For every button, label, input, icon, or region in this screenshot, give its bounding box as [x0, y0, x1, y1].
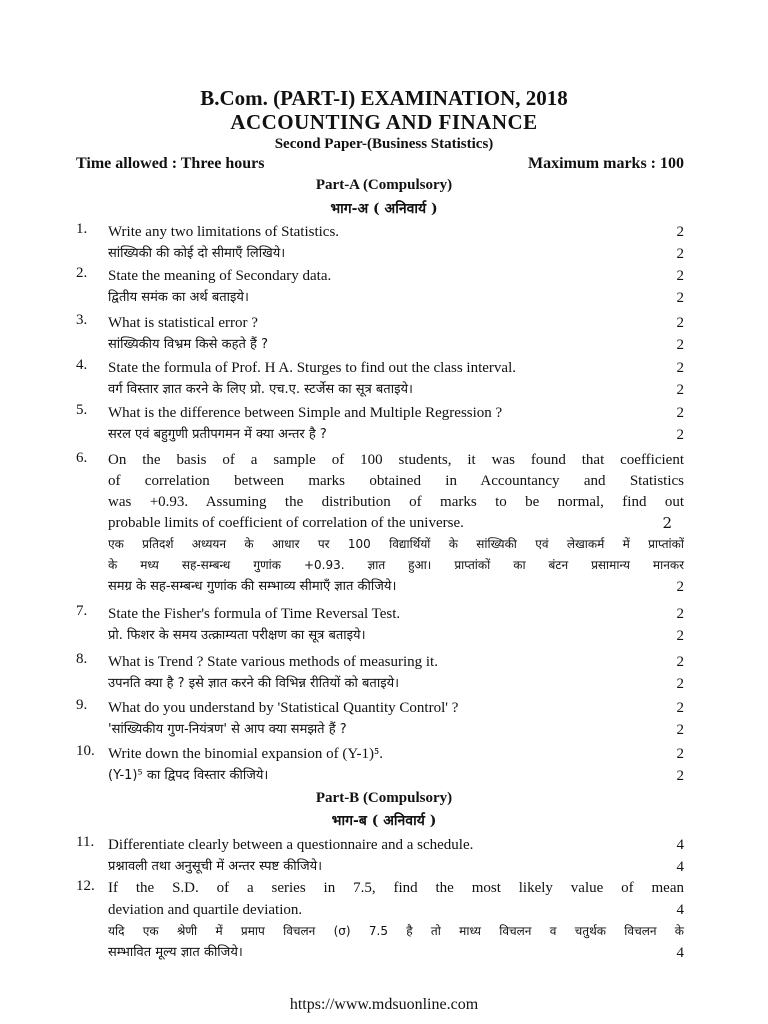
maximum-marks: Maximum marks : 100 [528, 155, 684, 172]
question-number: 9. [76, 697, 88, 713]
question-5 [76, 402, 684, 446]
question-number: 3. [76, 312, 88, 328]
question-text-hi: समग्र के सह-सम्बन्ध गुणांक की सम्भाव्य सीमाएँ ज्ञात कीजिये। [108, 579, 397, 594]
question-text-en: On the basis of a sample of 100 students, it was found that coefficient [108, 452, 684, 468]
question-text-en: What is the difference between Simple and Multiple Regression ? [108, 405, 503, 421]
marks: 2 [676, 382, 684, 398]
marks: 2 [676, 746, 684, 762]
question-text-hi: सांख्यिकीय विभ्रम किसे कहते हैं ? [108, 337, 268, 352]
question-text-en: What do you understand by 'Statistical Quantity Control' ? [108, 700, 459, 716]
marks: 2 [676, 360, 684, 376]
subject-title: ACCOUNTING AND FINANCE [230, 110, 538, 134]
question-number: 4. [76, 357, 88, 373]
question-number: 12. [76, 878, 95, 894]
part-b-hindi-title: भाग-ब ( अनिवार्य ) [331, 813, 437, 829]
exam-title: B.Com. (PART-I) EXAMINATION, 2018 [200, 86, 568, 110]
question-number: 10. [76, 743, 95, 759]
question-text-en: Write any two limitations of Statistics. [108, 224, 340, 240]
marks: 4 [676, 902, 684, 918]
question-number: 6. [76, 450, 88, 466]
question-text-en: State the meaning of Secondary data. [108, 268, 332, 284]
question-text-hi: (Y-1)⁵ का द्विपद विस्तार कीजिये। [108, 768, 269, 783]
question-text-en: State the Fisher's formula of Time Reversal Test. [108, 606, 401, 622]
marks: 4 [676, 859, 684, 875]
question-text-hi: प्रो. फिशर के समय उत्क्राम्यता परीक्षण का सूत्र बताइये। [108, 628, 366, 643]
question-text-en: What is statistical error ? [108, 315, 258, 331]
question-text-hi: प्रश्नावली तथा अनुसूची में अन्तर स्पष्ट कीजिये। [108, 859, 323, 874]
question-text-hi: के मध्य सह-सम्बन्ध गुणांक +0.93. ज्ञात हुआ। प्राप्तांकों का बंटन प्रसामान्य मानकर [108, 558, 684, 572]
marks: 2 [662, 514, 672, 532]
question-number: 11. [76, 834, 95, 850]
question-number: 8. [76, 651, 88, 667]
marks: 2 [676, 654, 684, 670]
question-text-hi: उपनति क्या है ? इसे ज्ञात करने की विभिन्न रीतियों को बताइये। [108, 676, 400, 691]
question-text-hi: वर्ग विस्तार ज्ञात करने के लिए प्रो. एच.ए. स्टर्जेस का सूत्र बताइये। [108, 382, 413, 397]
footer-url: https://www.mdsuonline.com [289, 996, 479, 1013]
paper-title: Second Paper-(Business Statistics) [274, 136, 494, 152]
question-7 [76, 603, 684, 647]
question-text-en: State the formula of Prof. H A. Sturges to find out the class interval. [108, 360, 516, 376]
question-2 [76, 265, 684, 309]
question-1 [76, 221, 684, 265]
marks: 2 [676, 606, 684, 622]
marks: 2 [676, 579, 684, 595]
question-3 [76, 312, 684, 356]
question-9 [76, 697, 684, 741]
marks: 2 [676, 246, 684, 262]
question-10 [76, 743, 684, 787]
question-4 [76, 357, 684, 401]
part-a-title: Part-A (Compulsory) [315, 177, 453, 193]
question-number: 1. [76, 221, 88, 237]
question-text-hi: सांख्यिकी की कोई दो सीमाएँ लिखिये। [108, 246, 286, 261]
question-text-hi: द्वितीय समंक का अर्थ बताइये। [108, 290, 249, 305]
question-text-hi: सरल एवं बहुगुणी प्रतीपगमन में क्या अन्तर है ? [108, 427, 327, 442]
question-text-hi: सम्भावित मूल्य ज्ञात कीजिये। [108, 945, 243, 960]
marks: 4 [676, 837, 684, 853]
marks: 2 [676, 268, 684, 284]
question-text-en: of correlation between marks obtained in Accountancy and Statistics [108, 473, 684, 489]
question-text-hi: यदि एक श्रेणी में प्रमाप विचलन (σ) 7.5 है तो माध्य विचलन व चतुर्थक विचलन के [108, 924, 684, 938]
part-b-title: Part-B (Compulsory) [315, 790, 453, 806]
marks: 2 [676, 224, 684, 240]
marks: 2 [676, 427, 684, 443]
question-12 [76, 878, 684, 964]
marks: 2 [676, 315, 684, 331]
marks: 2 [676, 700, 684, 716]
marks: 2 [676, 768, 684, 784]
marks: 2 [676, 337, 684, 353]
marks: 2 [676, 405, 684, 421]
question-text-hi: 'सांख्यिकीय गुण-नियंत्रण' से आप क्या समझते हैं ? [108, 722, 347, 737]
question-text-en: Differentiate clearly between a questionnaire and a schedule. [108, 837, 474, 853]
question-6 [76, 450, 684, 598]
marks: 2 [676, 676, 684, 692]
question-text-en: If the S.D. of a series in 7.5, find the most likely value of mean [108, 880, 684, 896]
question-text-en: was +0.93. Assuming the distribution of marks to be normal, find out [108, 494, 684, 510]
exam-meta [76, 155, 684, 173]
marks: 2 [676, 290, 684, 306]
marks: 2 [676, 722, 684, 738]
marks: 4 [676, 945, 684, 961]
question-number: 5. [76, 402, 88, 418]
question-8 [76, 651, 684, 695]
question-text-en: What is Trend ? State various methods of measuring it. [108, 654, 438, 670]
question-number: 2. [76, 265, 88, 281]
question-11 [76, 834, 684, 878]
marks: 2 [676, 628, 684, 644]
time-allowed: Time allowed : Three hours [76, 155, 265, 172]
part-a-hindi-title: भाग-अ ( अनिवार्य ) [330, 201, 438, 217]
question-text-hi: एक प्रतिदर्श अध्ययन के आधार पर 100 विद्यार्थियों के सांख्यिकी एवं लेखाकर्म में प्राप्तांकों [108, 537, 684, 551]
question-text-en: probable limits of coefficient of correlation of the universe. [108, 515, 464, 531]
question-text-en: deviation and quartile deviation. [108, 902, 303, 918]
question-text-en: Write down the binomial expansion of (Y-1)⁵. [108, 746, 383, 762]
question-number: 7. [76, 603, 88, 619]
